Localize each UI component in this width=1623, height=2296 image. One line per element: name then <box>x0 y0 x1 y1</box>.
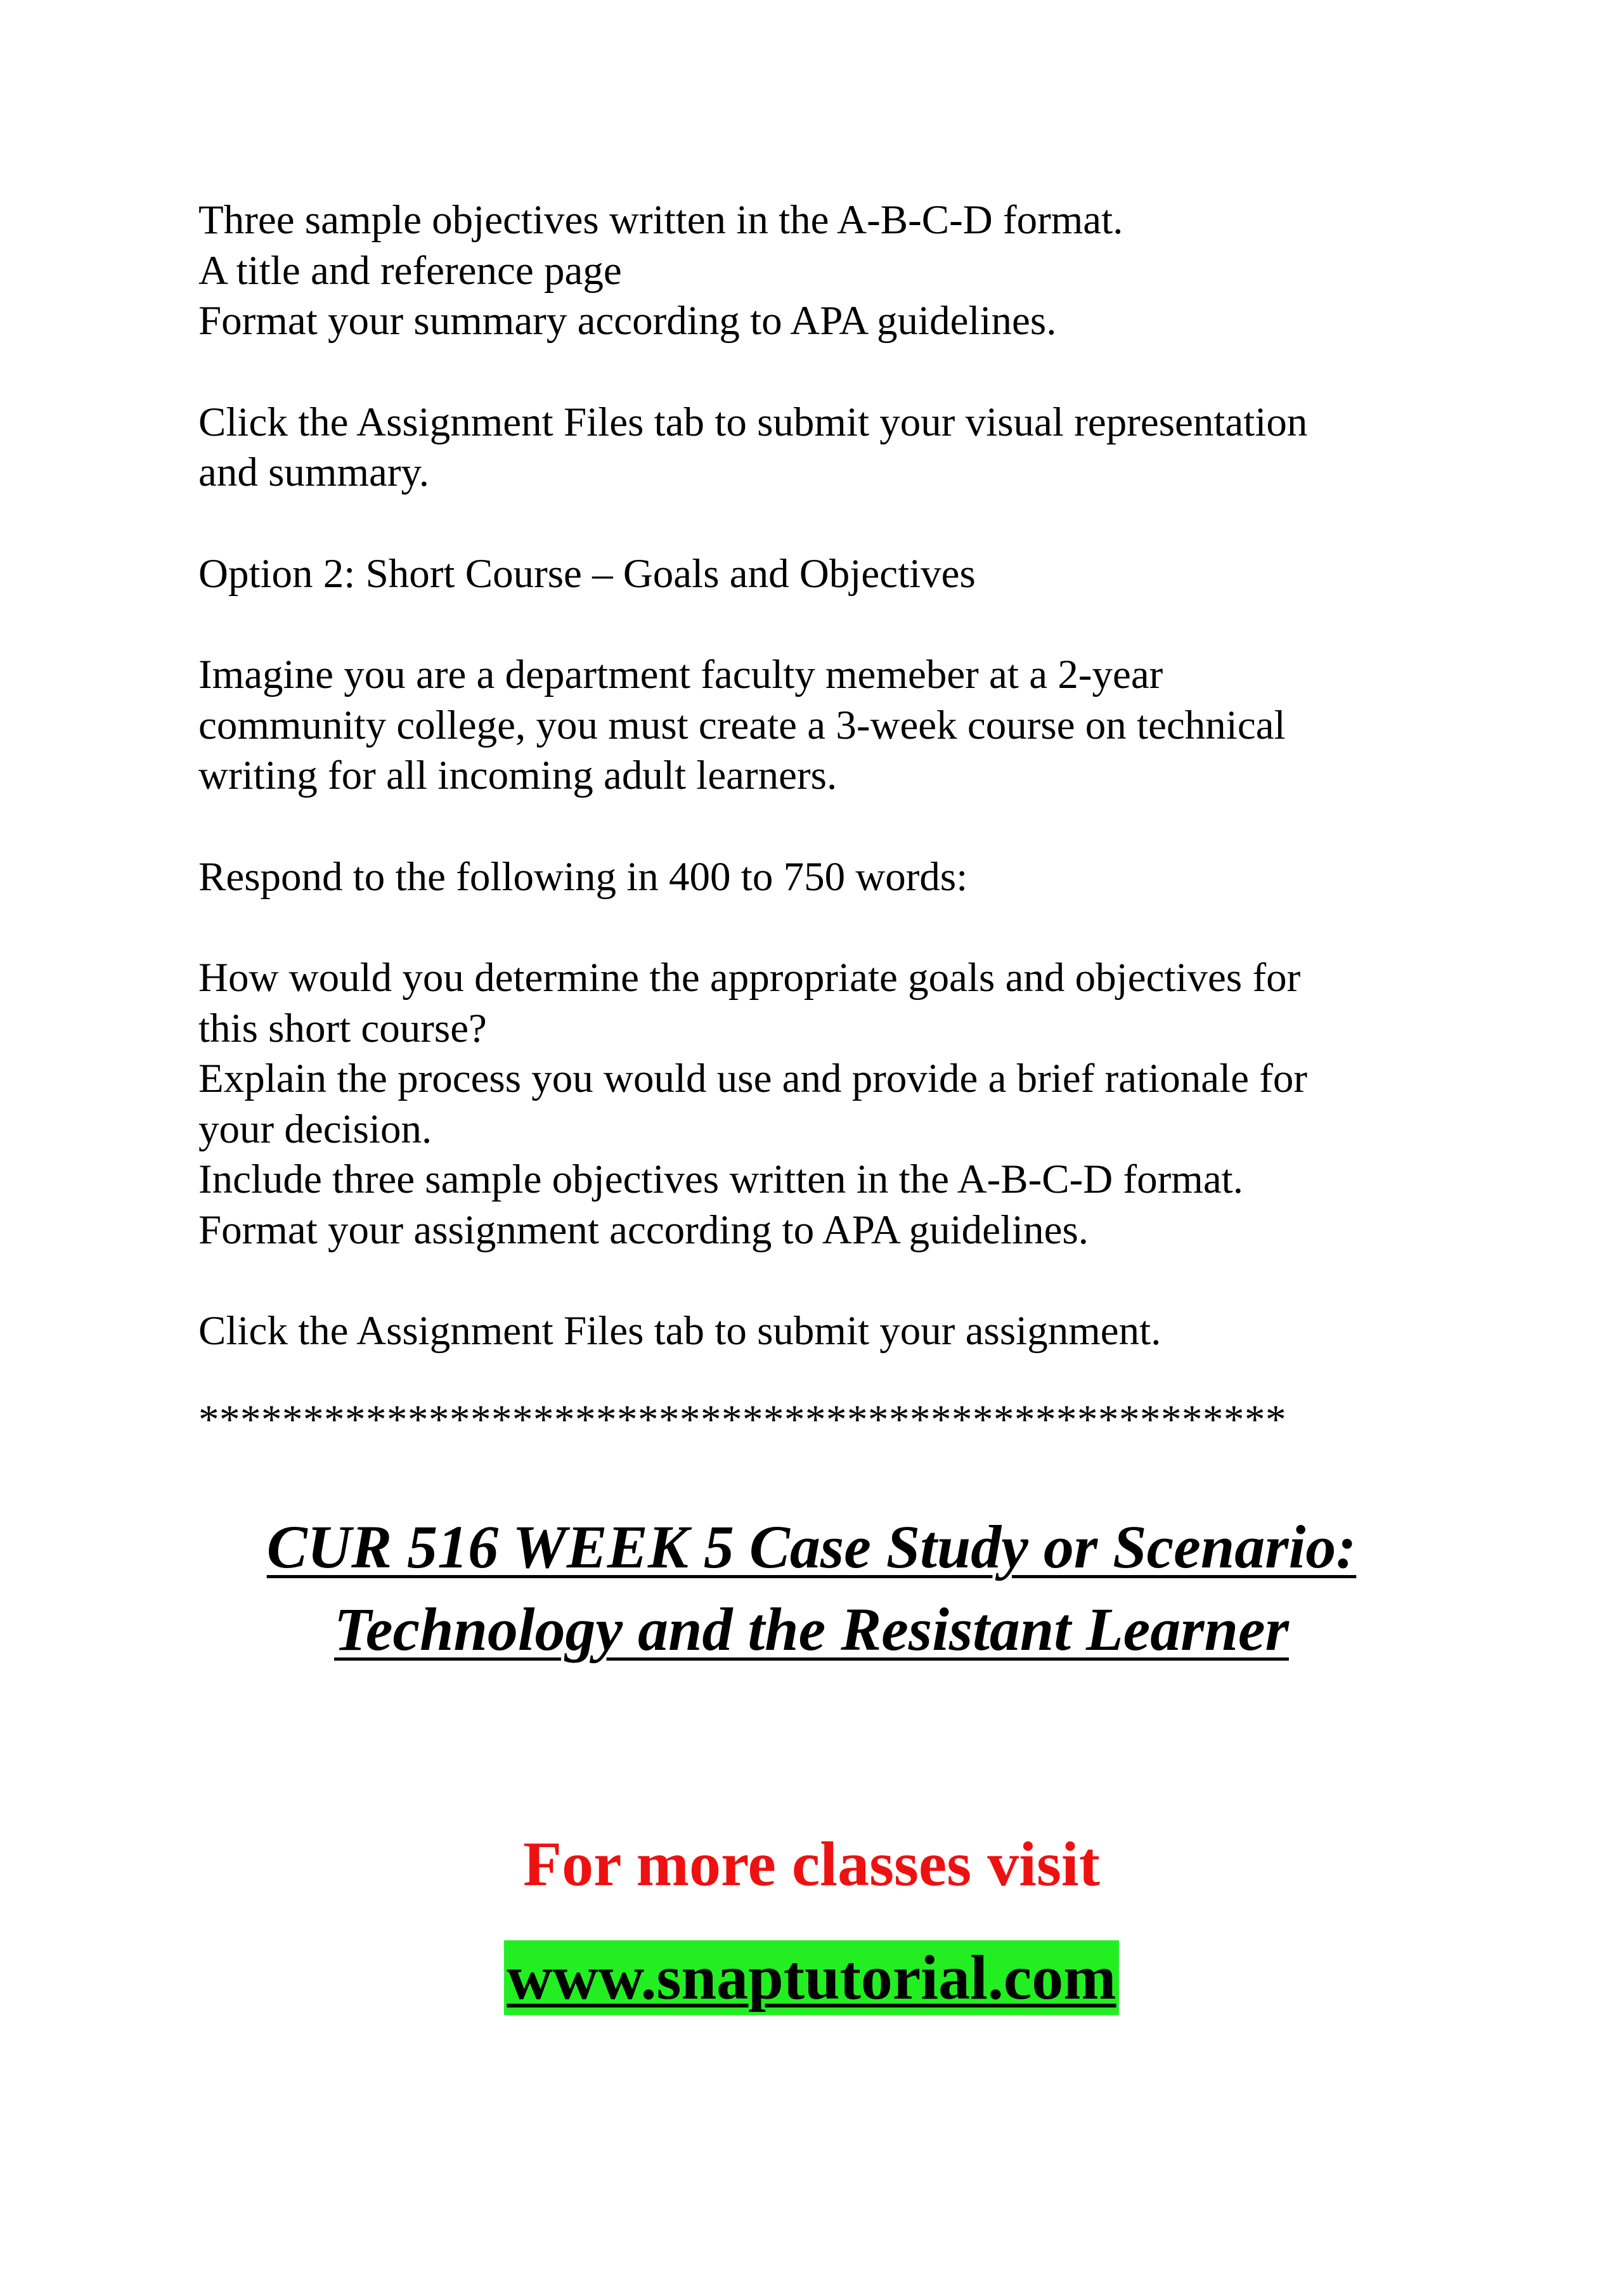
paragraph-submit-assignment <box>198 1306 1460 1357</box>
text-line: Click the Assignment Files tab to submit your assignment. <box>198 1308 1161 1354</box>
paragraph-scenario <box>198 650 1460 801</box>
site-link[interactable]: www.snaptutorial.com <box>504 1940 1118 2015</box>
text-line: community college, you must create a 3-week course on technical <box>198 702 1286 748</box>
text-line: Imagine you are a department faculty memeber at a 2-year <box>198 652 1163 697</box>
paragraph-requirements <box>198 195 1460 347</box>
text-line: Format your assignment according to APA guidelines. <box>198 1207 1089 1253</box>
heading-line-1: CUR 516 WEEK 5 Case Study or Scenario: <box>266 1513 1357 1581</box>
heading-line-2: Technology and the Resistant Learner <box>334 1595 1289 1663</box>
text-line: your decision. <box>198 1106 432 1152</box>
assignment-body <box>198 195 1460 1445</box>
text-line: and summary. <box>198 450 430 495</box>
text-line: Three sample objectives written in the A-B-C-D format. <box>198 197 1123 243</box>
promo-text: For more classes visit <box>522 1829 1100 1899</box>
site-link-wrapper <box>0 1940 1623 2015</box>
text-line: Click the Assignment Files tab to submit your visual representation <box>198 399 1308 445</box>
separator-line: **************************************************** <box>198 1396 1286 1443</box>
text-line: Option 2: Short Course – Goals and Objectives <box>198 550 976 597</box>
paragraph-word-count <box>198 852 1460 903</box>
text-line: this short course? <box>198 1005 487 1051</box>
paragraph-questions <box>198 953 1460 1255</box>
text-line: How would you determine the appropriate goals and objectives for <box>198 955 1301 1001</box>
text-line: A title and reference page <box>198 247 622 294</box>
text-line: Explain the process you would use and provide a brief rationale for <box>198 1056 1308 1101</box>
paragraph-submit-visual <box>198 398 1460 498</box>
text-line: writing for all incoming adult learners. <box>198 753 837 798</box>
text-line: Include three sample objectives written in the A-B-C-D format. <box>198 1157 1243 1202</box>
paragraph-option-2-title <box>198 549 1460 600</box>
text-line: Respond to the following in 400 to 750 words: <box>198 853 968 900</box>
text-line: Format your summary according to APA guidelines. <box>198 298 1057 344</box>
course-heading <box>0 1506 1623 1671</box>
